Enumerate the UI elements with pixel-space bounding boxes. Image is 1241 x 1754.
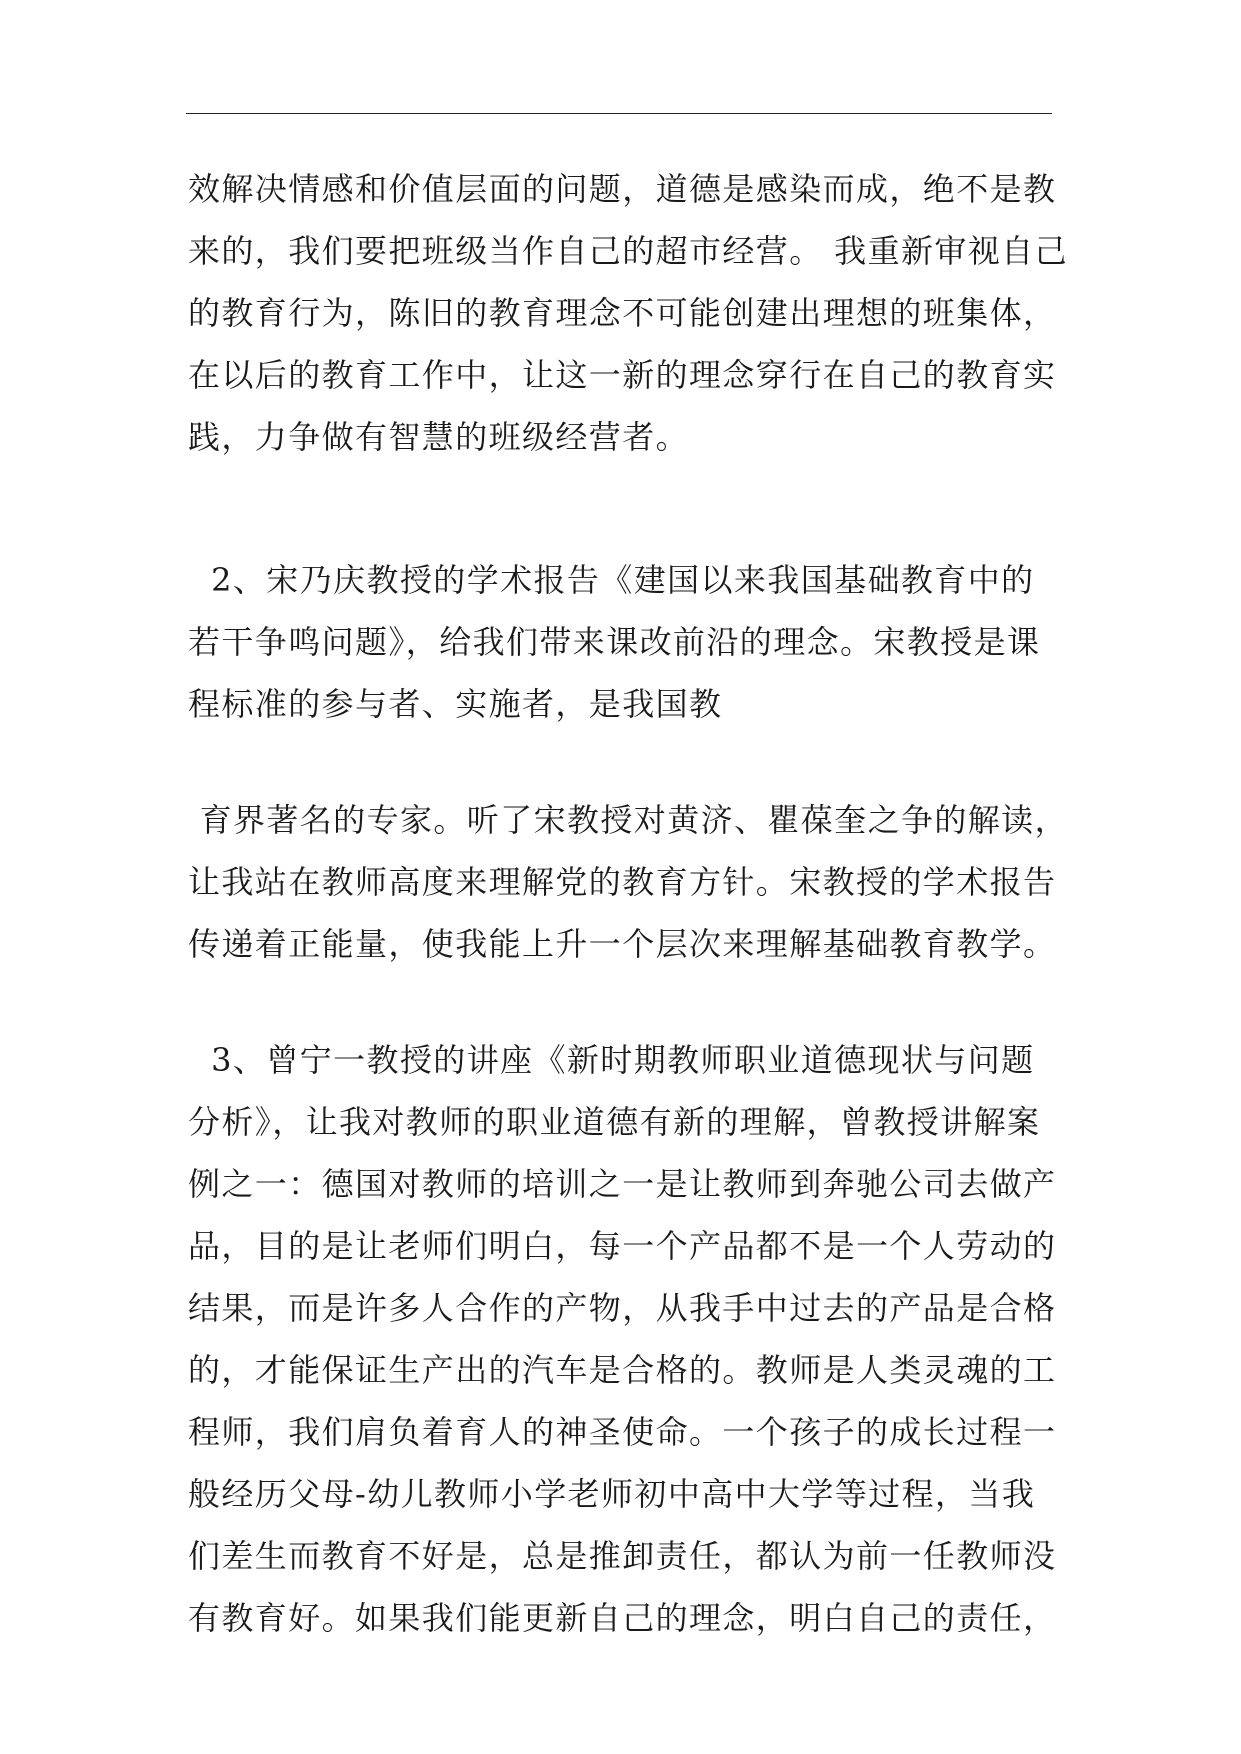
text-line: 践，力争做有智慧的班级经营者。 [188,418,690,456]
text-line: 来的，我们要把班级当作自己的超市经营。 我重新审视自己 [188,232,1068,270]
text-line: 让我站在教师高度来理解党的教育方针。宋教授的学术报告 [188,863,1057,901]
paragraph-1 [188,158,1068,468]
paragraph-3 [188,789,1068,975]
text-line: 结果，而是许多人合作的产物，从我手中过去的产品是合格 [188,1289,1057,1327]
header-rule [186,113,1052,114]
paragraph-2 [188,549,1068,735]
paragraph-spacer [188,468,1068,549]
text-line: 2、宋乃庆教授的学术报告《建国以来我国基础教育中的 [188,561,1035,599]
text-line: 若干争鸣问题》，给我们带来课改前沿的理念。宋教授是课 [188,623,1041,661]
text-line: 育界著名的专家。听了宋教授对黄济、瞿葆奎之争的解读， [188,801,1068,839]
text-line: 例之一：德国对教师的培训之一是让教师到奔驰公司去做产 [188,1165,1057,1203]
text-line: 在以后的教育工作中，让这一新的理念穿行在自己的教育实 [188,356,1057,394]
text-line: 的教育行为，陈旧的教育理念不可能创建出理想的班集体， [188,294,1057,332]
text-line: 们差生而教育不好是，总是推卸责任，都认为前一任教师没 [188,1537,1057,1575]
text-line: 传递着正能量，使我能上升一个层次来理解基础教育教学。 [188,925,1057,963]
text-line: 程标准的参与者、实施者，是我国教 [188,685,723,723]
text-line: 有教育好。如果我们能更新自己的理念，明白自己的责任， [188,1599,1057,1637]
paragraph-spacer [188,975,1068,1029]
text-line: 的，才能保证生产出的汽车是合格的。教师是人类灵魂的工 [188,1351,1057,1389]
text-line: 般经历父母-幼儿教师小学老师初中高中大学等过程，当我 [188,1475,1036,1513]
text-line: 效解决情感和价值层面的问题，道德是感染而成，绝不是教 [188,170,1057,208]
document-body [188,158,1068,1649]
text-line: 程师，我们肩负着育人的神圣使命。一个孩子的成长过程一 [188,1413,1057,1451]
paragraph-4 [188,1029,1068,1649]
paragraph-spacer [188,735,1068,789]
text-line: 分析》，让我对教师的职业道德有新的理解，曾教授讲解案 [188,1103,1041,1141]
text-line: 3、曾宁一教授的讲座《新时期教师职业道德现状与问题 [188,1041,1035,1079]
text-line: 品，目的是让老师们明白，每一个产品都不是一个人劳动的 [188,1227,1057,1265]
